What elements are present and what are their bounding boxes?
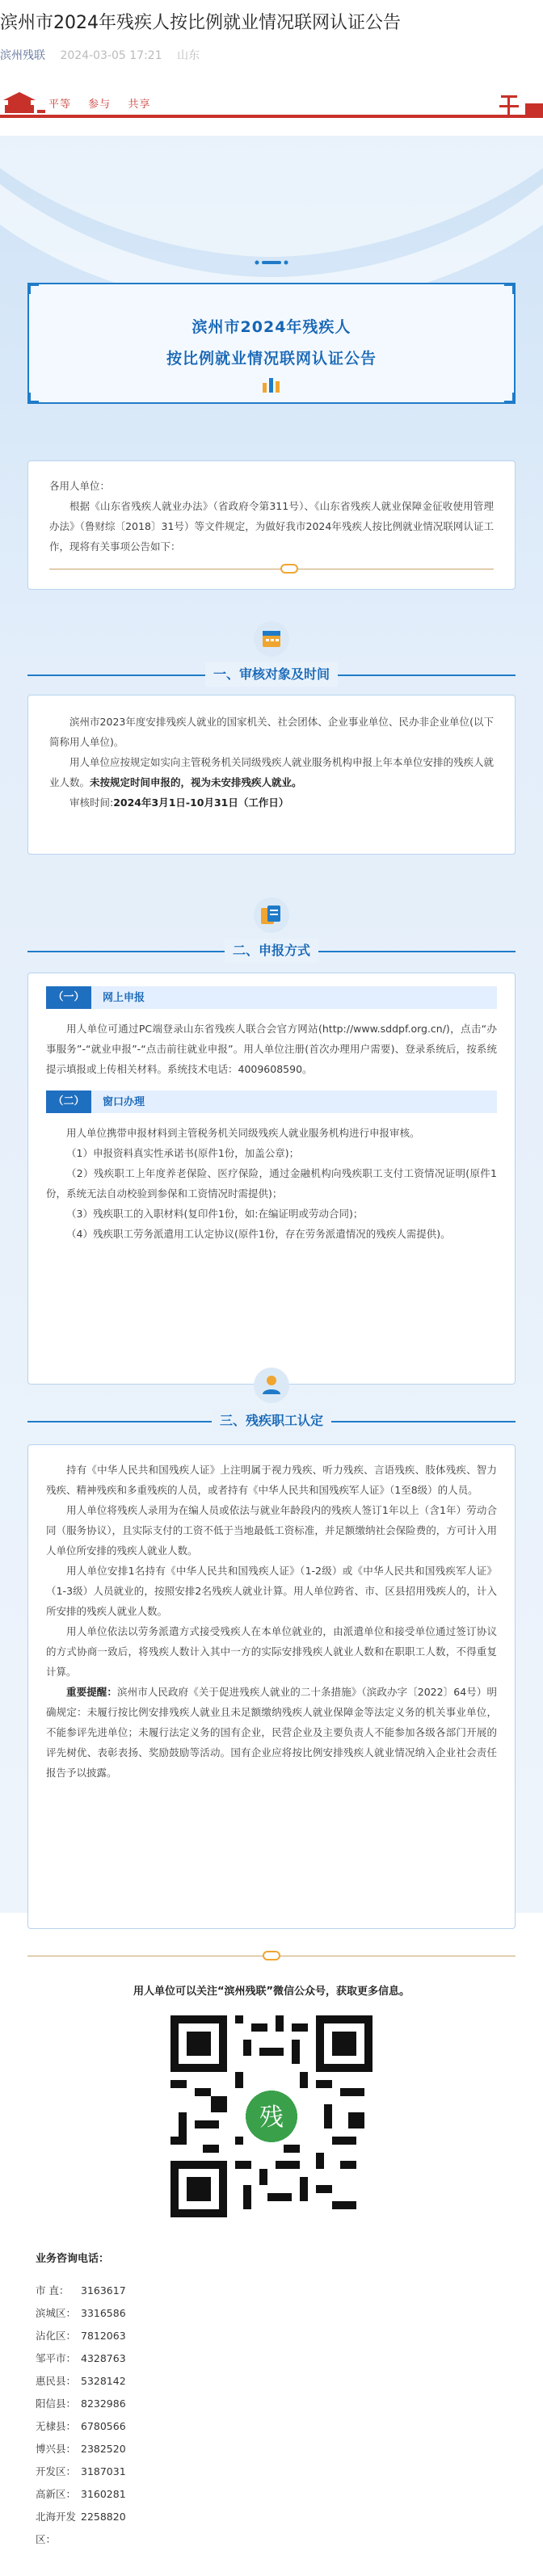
contact-row: 沾化区： 7812063 [36, 2330, 126, 2342]
contact-row: 高新区： 3160281 [36, 2488, 126, 2500]
contact-row: 滨城区： 3316586 [36, 2307, 126, 2319]
intro-paragraph: 根据《山东省残疾人就业办法》（省政府令第311号）、《山东省残疾人就业保障金征收使用管理办法》（鲁财综〔2018〕31号）等文件规定，为做好我市2024年残疾人按比例就业情况联网认证工作，现将有关事项公告如下： [49, 500, 494, 553]
contact-row: 开发区： 3187031 [36, 2465, 126, 2477]
salutation: 各用人单位： [49, 480, 111, 492]
follow-prompt: 用人单位可以关注“滨州残联”微信公众号，获取更多信息。 [133, 1986, 410, 1998]
calendar-icon [253, 620, 290, 658]
contact-row: 阳信县： 8232986 [36, 2397, 126, 2410]
divider [49, 563, 494, 574]
paragraph: 用人单位携带申报材料到主管税务机关同级残疾人就业服务机构进行申报审核。 [66, 1127, 420, 1139]
slogan-word: 共享 [128, 99, 151, 111]
paragraph: 持有《中华人民共和国残疾人证》上注明属于视力残疾、听力残疾、言语残疾、肢体残疾、智力残疾、精神残疾和多重残疾的人员，或者持有《中华人民共和国残疾军人证》（1至8级）的人员。 [46, 1464, 497, 1496]
important-reminder: 重要提醒：滨州市人民政府《关于促进残疾人就业的二十条措施》（滨政办字〔2022〕64号）明确规定：未履行按比例安排残疾人就业且未足额缴纳残疾人就业保障金等法定义务的机关事业单位，不能参评先进单位；未履行法定义务的国有企业，民营企业及主要负责人不能参加各级各部门开展的评先树优、表彰表扬、奖励鼓励等活动。国有企业应将按比例安排残疾人就业情况纳入企业社会责任报告予以披露。 [46, 1686, 497, 1779]
subsection-heading-window: （二） 窗口办理 [46, 1090, 497, 1113]
contact-row: 邹平市： 4328763 [36, 2352, 126, 2364]
section-heading-1 [0, 620, 543, 687]
divider-knob-icon [263, 1951, 280, 1960]
contact-row: 北海开发区： 2258820 [36, 2511, 126, 2545]
section-title: 二、申报方式 [225, 939, 318, 963]
poster-title-line2: 按比例就业情况联网认证公告 [166, 350, 377, 368]
slogan-word: 参与 [88, 99, 112, 111]
bar-chart-icon [261, 375, 285, 393]
footer-contact [27, 1939, 516, 2553]
subsection-heading-online: （一） 网上申报 [46, 986, 497, 1009]
divider [27, 1950, 516, 1961]
banner-line [0, 115, 543, 118]
paragraph: 用人单位应按规定如实向主管税务机关同级残疾人就业服务机构申报上年本单位安排的残疾人就业人数。未按规定时间申报的，视为未安排残疾人就业。 [49, 756, 495, 788]
document-icon [253, 897, 290, 934]
contact-row: 惠民县： 5328142 [36, 2375, 126, 2387]
list-item: （1）申报资料真实性承诺书(原件1份，加盖公章)； [66, 1147, 300, 1159]
paragraph: 滨州市2023年度安排残疾人就业的国家机关、社会团体、企业事业单位、民办非企业单位(以下简称用人单位)。 [49, 716, 494, 748]
section-2-box [27, 973, 516, 1385]
banner-slogan [48, 95, 163, 111]
contact-title: 业务咨询电话： [36, 2253, 110, 2265]
section-title: 三、残疾职工认定 [212, 1409, 331, 1433]
dot-ornament-icon [255, 261, 288, 265]
paragraph: 用人单位将残疾人录用为在编人员或依法与就业年龄段内的残疾人签订1年以上（含1年）劳动合同（服务协议），且实际支付的工资不低于当地最低工资标准，并足额缴纳社会保险费的，方可计入用人单位所安排的残疾人就业人数。 [46, 1504, 497, 1557]
section-3-box [27, 1444, 516, 1929]
slogan-word: 平等 [48, 99, 72, 111]
paragraph: 用人单位可通过PC端登录山东省残疾人联合会官方网站(http://www.sddpf.org.cn/)，点击“办事服务”-“就业申报”-“点击前往就业申报”。用人单位注册(首次办理用户需要)、登录系统后，按系统提示填报或上传相关材料。系统技术电话：4009608590。 [46, 1023, 497, 1075]
section-title: 一、审核对象及时间 [205, 662, 338, 687]
section-heading-3 [0, 1367, 543, 1433]
contact-row: 市 直： 3163617 [36, 2284, 126, 2297]
list-item: （4）残疾职工劳务派遣用工认定协议(原件1份，存在劳务派遣情况的残疾人需提供)。 [66, 1228, 451, 1240]
list-item: （2）残疾职工上年度养老保险、医疗保险，通过金融机构向残疾职工支付工资情况证明(原件1份，系统无法自动校验到参保和工资情况时需提供)； [46, 1167, 497, 1200]
section-heading-2 [0, 897, 543, 963]
svg-text:残: 残 [259, 2103, 284, 2132]
article-meta [0, 47, 543, 63]
paragraph: 用人单位依法以劳务派遣方式接受残疾人在本单位就业的，由派遣单位和接受单位通过签订协议的方式协商一致后，将残疾人数计入其中一方的实际安排残疾人就业人数和在职职工人数，不得重复计算。 [46, 1625, 497, 1678]
contact-list [36, 2280, 516, 2551]
section-1-box [27, 695, 516, 855]
intro-box [27, 460, 516, 590]
poster-title-line1: 滨州市2024年残疾人 [192, 318, 351, 336]
divider-knob-icon [280, 564, 298, 574]
banner-strip [0, 87, 543, 123]
contact-row: 博兴县： 2382520 [36, 2443, 126, 2455]
qr-code[interactable] [170, 2015, 373, 2217]
account-name-link[interactable]: 滨州残联 [0, 49, 45, 62]
list-item: （3）残疾职工的入职材料(复印件1份，如:在编证明或劳动合同)； [66, 1208, 364, 1220]
worker-icon [253, 1367, 290, 1404]
audit-time: 审核时间:2024年3月1日-10月31日（工作日） [69, 796, 289, 809]
article-title: 滨州市2024年残疾人按比例就业情况联网认证公告 [0, 13, 401, 33]
publish-time: 2024-03-05 17:21 [60, 49, 162, 62]
contact-row: 无棣县： 6780566 [36, 2420, 126, 2432]
paragraph: 用人单位安排1名持有《中华人民共和国残疾人证》（1-2级）或《中华人民共和国残疾军人证》（1-3级）人员就业的，按照安排2名残疾人就业计算。用人单位跨省、市、区县招用残疾人的，计入所安排的残疾人就业人数。 [46, 1565, 497, 1617]
publish-location: 山东 [177, 49, 200, 62]
poster-title-card [27, 283, 516, 404]
